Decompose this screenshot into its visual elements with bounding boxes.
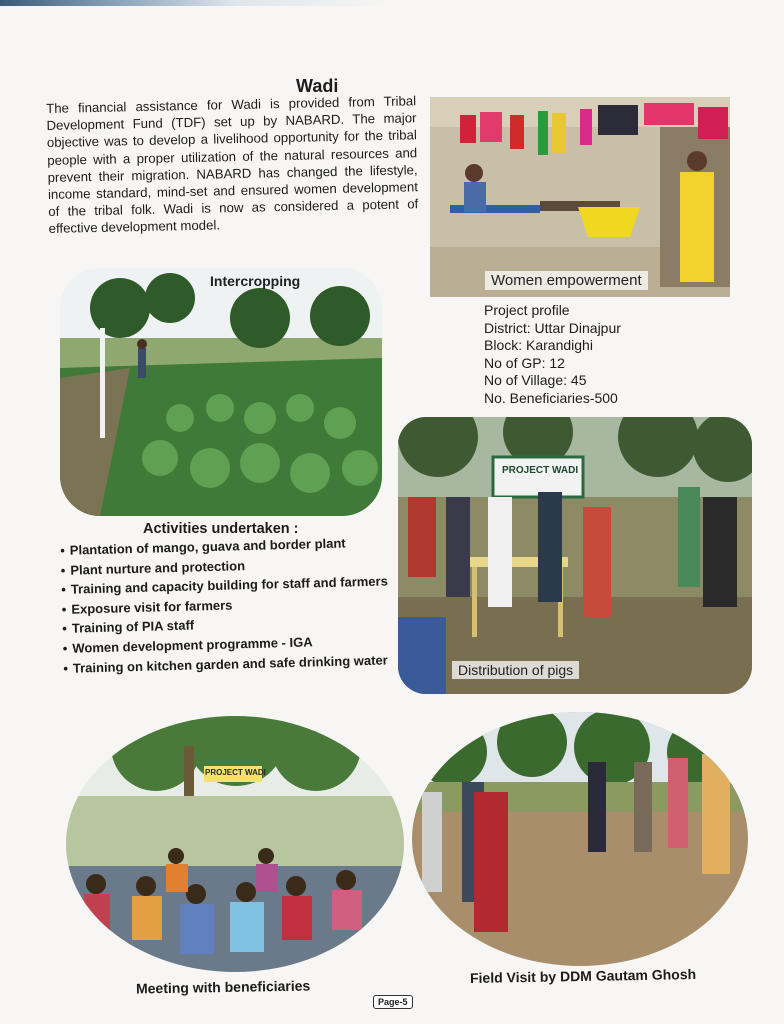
- intercropping-caption: Intercropping: [210, 273, 301, 289]
- activity-item: • Plant nurture and protection: [61, 552, 388, 580]
- activity-item: • Plantation of mango, guava and border plant: [60, 532, 387, 560]
- pig-distribution-photo: [398, 417, 752, 694]
- activity-item: • Training and capacity building for staff and farmers: [61, 572, 388, 600]
- page-number: Page-5: [373, 995, 413, 1009]
- activity-item: • Training of PIA staff: [62, 611, 389, 639]
- profile-beneficiaries: No. Beneficiaries-500: [484, 389, 618, 406]
- top-edge-strip: [0, 0, 784, 6]
- women-empowerment-photo: [430, 97, 730, 297]
- meeting-photo: [66, 716, 404, 972]
- pig-distribution-caption: Distribution of pigs: [452, 661, 579, 679]
- profile-block: Block: Karandighi: [484, 337, 593, 353]
- meeting-caption: Meeting with beneficiaries: [135, 977, 311, 997]
- activity-item: • Women development programme - IGA: [63, 630, 390, 658]
- pig-banner-text: PROJECT WADI: [502, 465, 579, 476]
- women-empowerment-caption: Women empowerment: [485, 271, 648, 290]
- intercropping-photo: [60, 268, 382, 516]
- activity-item: • Training on kitchen garden and safe drinking water: [63, 650, 390, 678]
- field-visit-caption: Field Visit by DDM Gautam Ghosh: [469, 966, 697, 986]
- profile-district: District: Uttar Dinajpur: [484, 319, 621, 336]
- intro-paragraph: The financial assistance for Wadi is provided from Tribal Development Fund (TDF) set up by NABARD. The major objective was to develop a livelihood opportunity for the tribal people with a proper utilization of the natural resources and prevent their migration. NABARD has changed the lifestyle, income standard, mind-set and ensured women development of the tribal folk. Wadi is now as considered a potent of effective development model.: [46, 93, 419, 237]
- page-title: Wadi: [296, 76, 339, 96]
- activities-list: [60, 532, 390, 678]
- meeting-banner-text: PROJECT WADI: [205, 768, 266, 777]
- field-visit-photo: [412, 712, 748, 966]
- profile-heading: Project profile: [484, 302, 570, 318]
- project-profile: [484, 302, 621, 407]
- profile-village: No of Village: 45: [484, 372, 587, 388]
- activity-item: • Exposure visit for farmers: [62, 591, 389, 619]
- activities-title: Activities undertaken :: [143, 521, 299, 537]
- profile-gp: No of GP: 12: [484, 354, 565, 371]
